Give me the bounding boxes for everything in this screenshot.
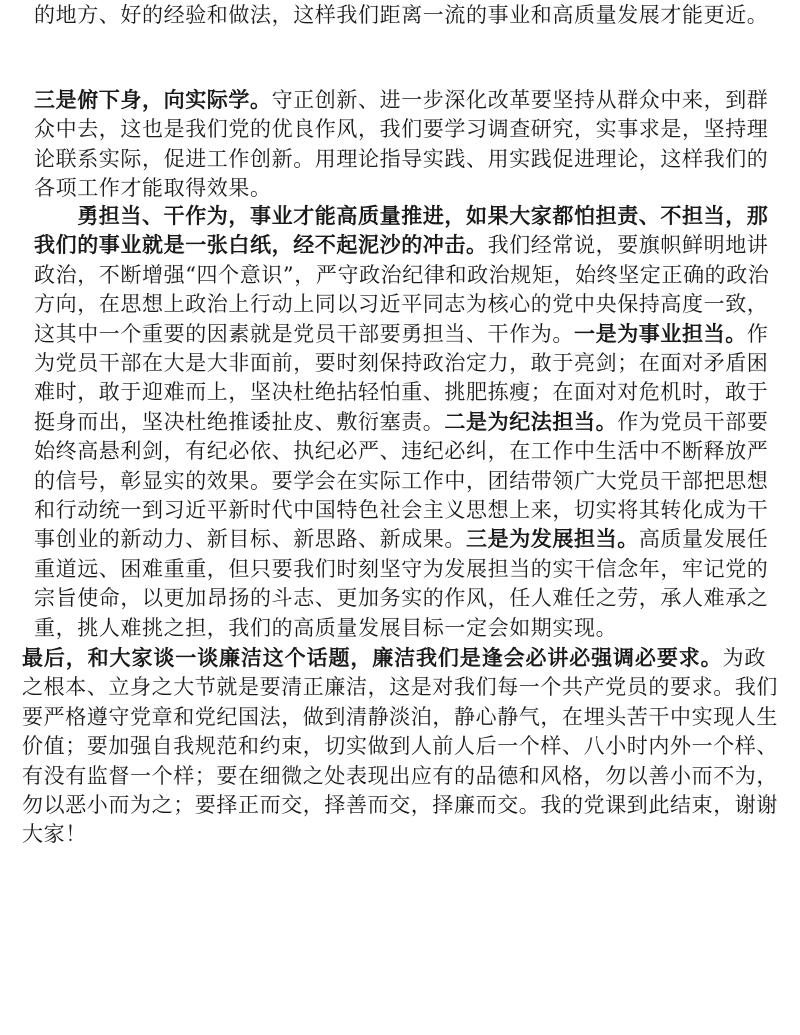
bold-text-run: 二是为纪法担当。 <box>444 409 618 434</box>
text-run: 方向，在思想上政治上行动上同以习近平同志为核心的党中央保持高度一致， <box>34 292 769 317</box>
text-run: 始终高悬利剑，有纪必依、执纪必严、违纪必纠，在工作中生活中不断释放严 <box>34 439 769 464</box>
bold-text-run: 勇担当、干作为，事业才能高质量推进，如果大家都怕担责、不担当，那 <box>34 204 769 228</box>
text-run: 为党员干部在大是大非面前，要时刻保持政治定力，敢于亮剑；在面对矛盾困 <box>34 351 769 376</box>
text-run: 和行动统一到习近平新时代中国特色社会主义思想上来，切实将其转化成为干 <box>34 498 769 523</box>
text-line <box>34 231 769 260</box>
bold-text-run: 一是为事业担当。 <box>574 321 747 346</box>
bold-text-run: 三是为发展担当。 <box>466 527 639 552</box>
text-run: 的信号，彰显实的效果。要学会在实际工作中，团结带领广大党员干部把思想 <box>34 468 769 493</box>
text-run: 大家！ <box>22 822 87 847</box>
text-line <box>34 437 769 466</box>
text-run: 价值；要加强自我规范和约束，切实做到人前人后一个样、八小时内外一个样、 <box>22 734 778 759</box>
text-line <box>34 408 769 437</box>
text-line <box>34 115 769 144</box>
text-run: 要严格遵守党章和党纪国法，做到清静淡泊，静心静气，在埋头苦干中实现人生 <box>22 704 778 729</box>
text-line <box>22 820 766 849</box>
text-line <box>22 762 778 791</box>
text-run: 政治，不断增强“四个意识”，严守政治纪律和政治规矩，始终坚定正确的政治 <box>34 262 770 287</box>
text-line <box>34 290 769 319</box>
text-line <box>22 791 778 820</box>
text-run: 作为党员干部要 <box>617 409 769 434</box>
text-run: 各项工作才能取得效果。 <box>34 176 272 201</box>
bold-text-run: 三是俯下身，向实际学。 <box>34 88 272 112</box>
bold-text-run: 我们的事业就是一张白纸，经不起泥沙的冲击。 <box>34 233 488 258</box>
text-line <box>34 555 769 584</box>
text-run: 守正创新、进一步深化改革要坚持从群众中来，到群 <box>271 88 769 112</box>
paragraph-take-responsibility <box>34 202 770 643</box>
text-line <box>22 644 766 673</box>
text-run: 的地方、好的经验和做法，这样我们距离一流的事业和高质量发展才能更近。 <box>34 3 769 27</box>
text-run: 作 <box>746 321 769 346</box>
text-line <box>34 145 769 174</box>
text-run: 之根本、立身之大节就是要清正廉洁，这是对我们每一个共产党员的要求。我们 <box>22 675 778 700</box>
text-run: 众中去，这也是我们党的优良作风，我们要学习调查研究，实事求是，坚持理 <box>34 117 769 142</box>
text-run: 论联系实际，促进工作创新。用理论指导实践、用实践促进理论，这样我们的 <box>34 146 769 171</box>
paragraph-integrity-conclusion <box>22 644 778 850</box>
text-line <box>34 86 769 115</box>
text-line <box>34 378 769 407</box>
text-line <box>34 349 769 378</box>
text-line <box>34 467 769 496</box>
text-run: 宗旨使命，以更加昂扬的斗志、更加务实的作风，任人难任之劳，承人难承之 <box>34 586 769 611</box>
text-run: 重，挑人难挑之担，我们的高质量发展目标一定会如期实现。 <box>34 615 618 640</box>
paragraph-closing-fragment <box>34 1 769 30</box>
paragraph-learn-from-practice <box>34 86 769 204</box>
text-run: 这其中一个重要的因素就是党员干部要勇担当、干作为。 <box>34 321 574 346</box>
text-run: 事创业的新动力、新目标、新思路、新成果。 <box>34 527 466 552</box>
text-line <box>34 525 769 554</box>
text-run: 难时，敢于迎难而上，坚决杜绝拈轻怕重、挑肥拣瘦；在面对对危机时，敢于 <box>34 380 769 405</box>
text-line <box>34 174 766 203</box>
text-run: 我们经常说，要旗帜鲜明地讲 <box>487 233 769 258</box>
text-line <box>34 614 766 643</box>
text-run: 为政 <box>722 646 766 670</box>
text-line <box>34 320 769 349</box>
text-line <box>22 703 778 732</box>
text-line <box>34 496 769 525</box>
text-run: 挺身而出，坚决杜绝推诿扯皮、敷衍塞责。 <box>34 409 445 434</box>
text-run: 高质量发展任 <box>638 527 769 552</box>
text-run: 有没有监督一个样；要在细微之处表现出应有的品德和风格，勿以善小而不为， <box>22 763 778 788</box>
text-line <box>22 673 778 702</box>
text-line <box>34 261 770 290</box>
text-line <box>34 1 769 30</box>
text-run: 勿以恶小而为之；要择正而交，择善而交，择廉而交。我的党课到此结束，谢谢 <box>22 793 778 818</box>
text-line <box>22 732 778 761</box>
text-line <box>34 584 769 613</box>
bold-text-run: 最后，和大家谈一谈廉洁这个话题，廉洁我们是逢会必讲必强调必要求。 <box>22 646 723 670</box>
text-run: 重道远、困难重重，但只要我们时刻坚守为发展担当的实干信念年，牢记党的 <box>34 556 769 581</box>
text-line <box>34 202 769 231</box>
